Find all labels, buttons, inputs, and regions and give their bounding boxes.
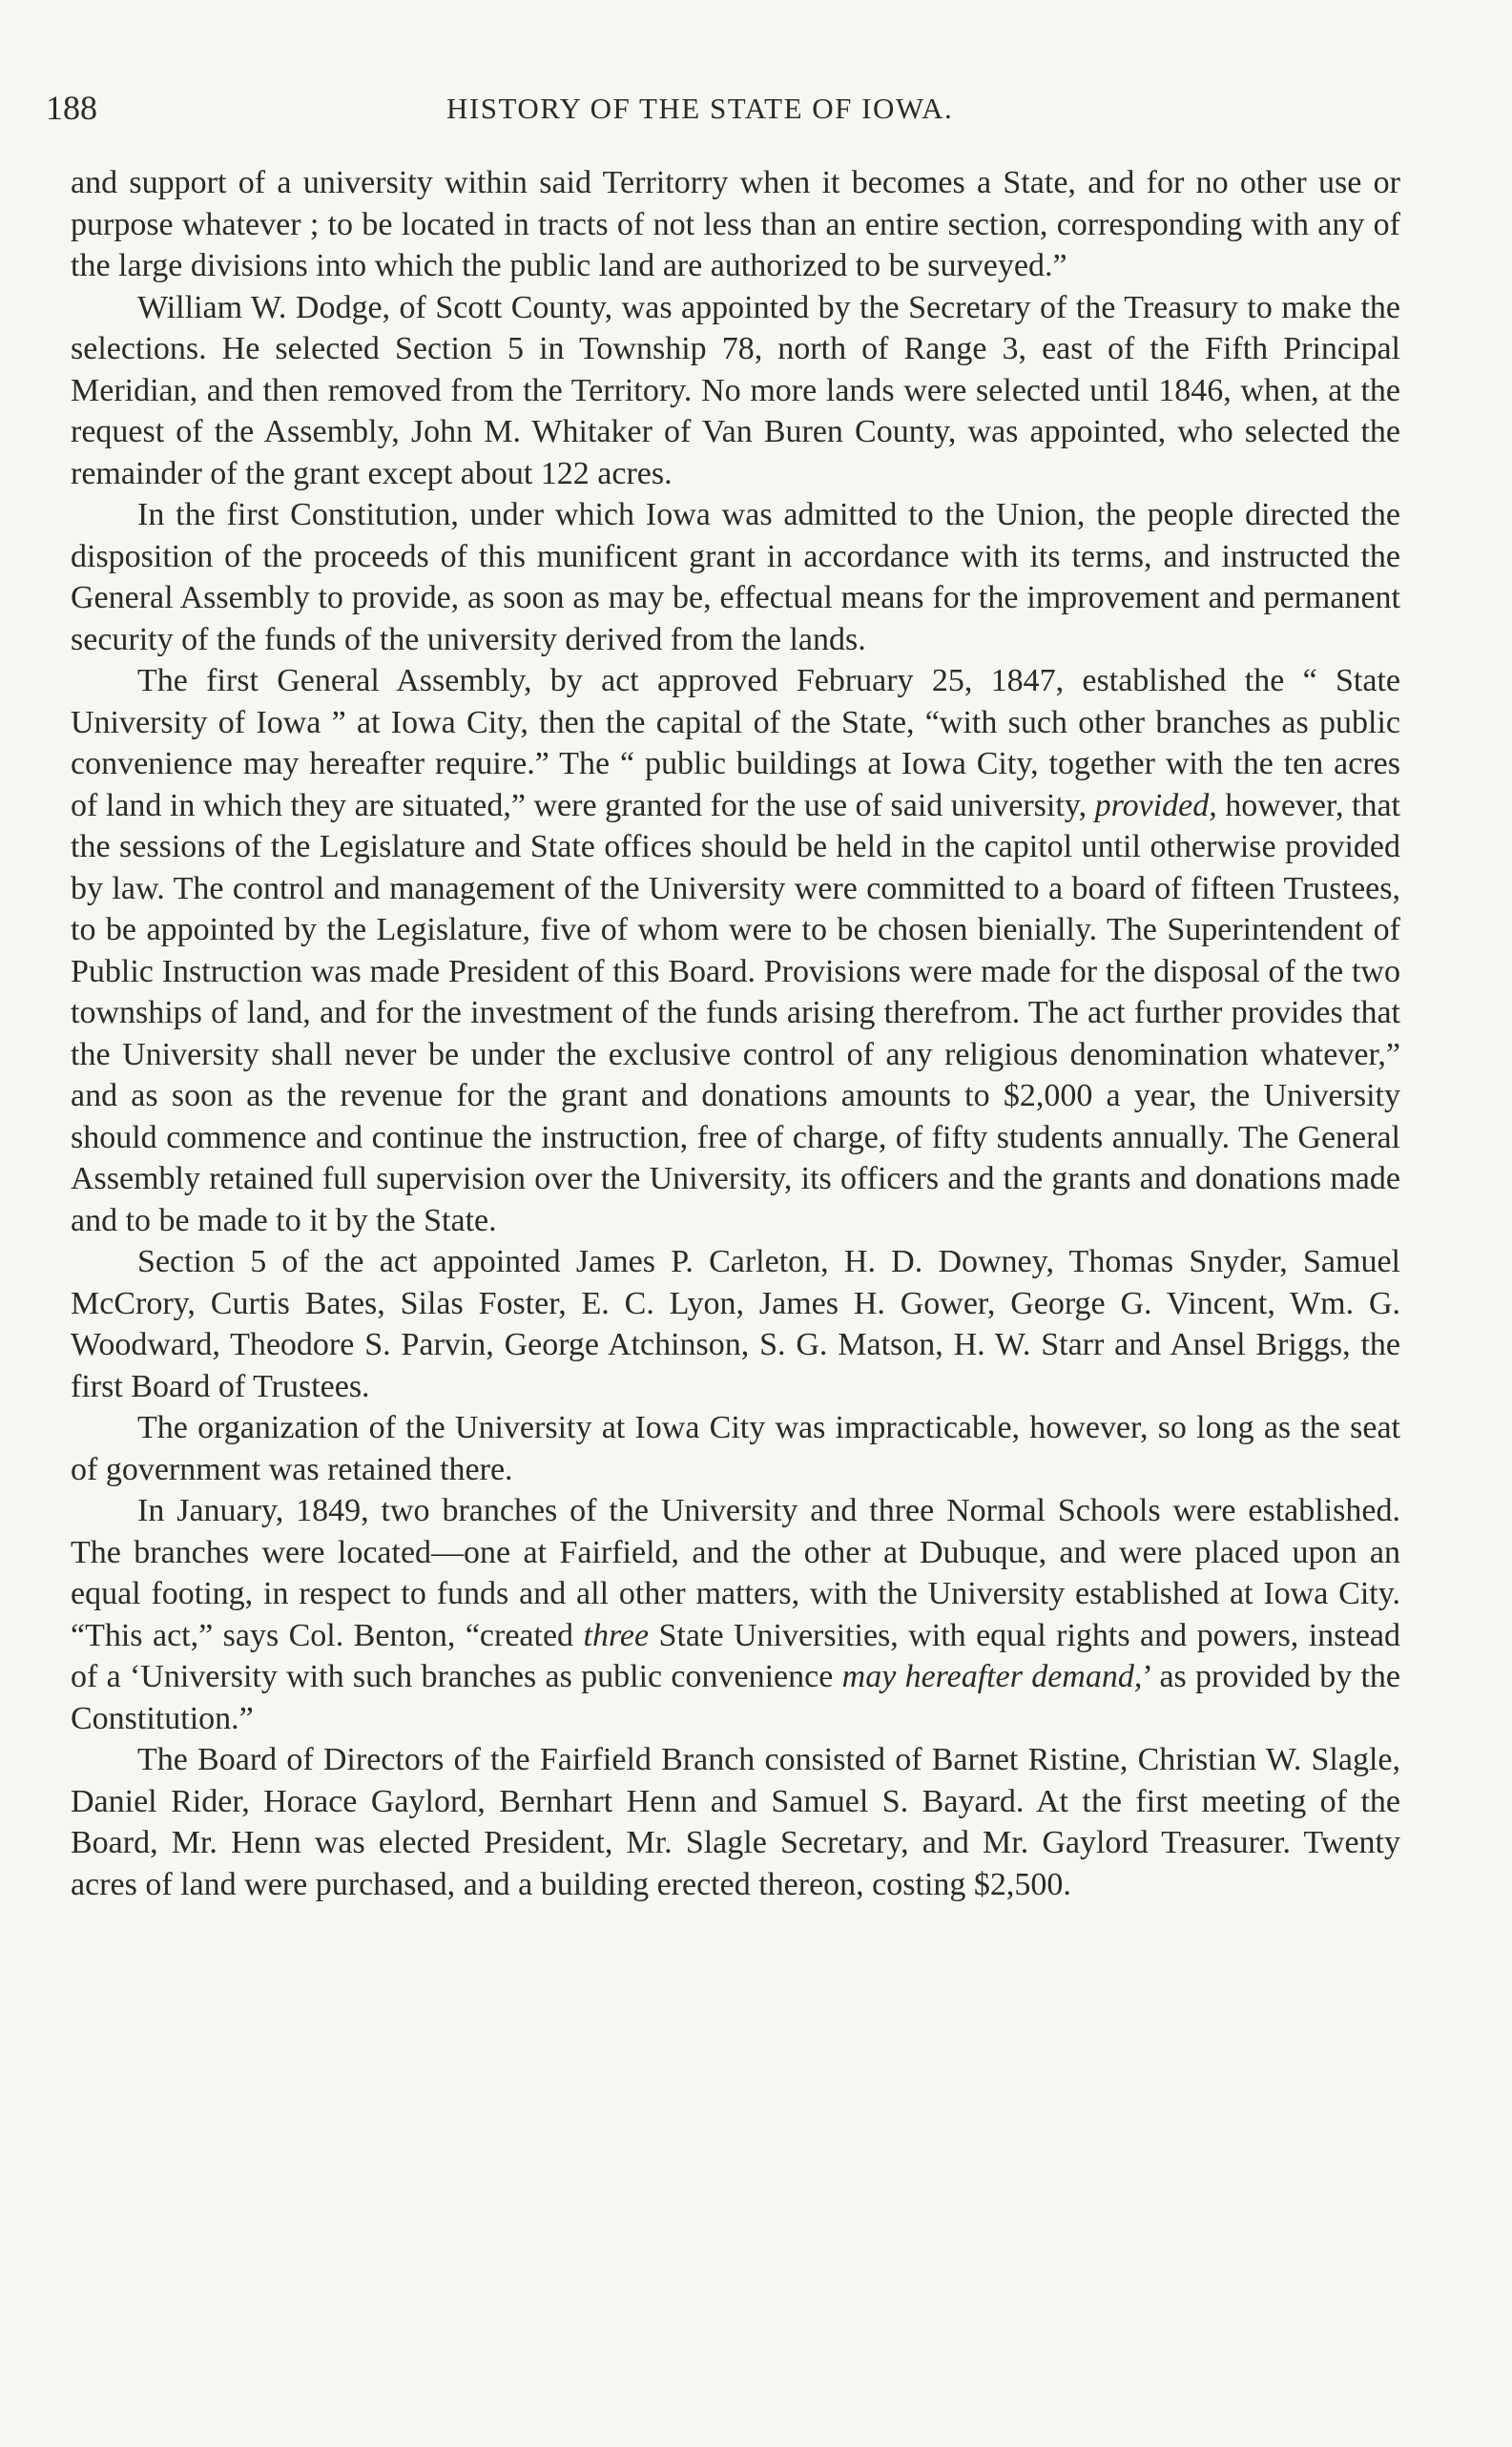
body-text bbox=[71, 162, 1400, 1905]
running-head: HISTORY OF THE STATE OF IOWA. bbox=[446, 92, 954, 125]
page-header bbox=[46, 88, 1400, 134]
italic-may-hereafter-demand: may hereafter demand, bbox=[841, 1659, 1143, 1694]
paragraph-board-of-trustees: Section 5 of the act appointed James P. Carleton, H. D. Downey, Thomas Snyder, Samuel McCrory, Curtis Bates, Silas Foster, E. C. Lyon, James H. Gower, George G. Vincent, Wm. G. Woodward, Theodore S. Parvin, George Atchinson, S. G. Matson, H. W. Starr and Ansel Briggs, the first Board of Trustees. bbox=[71, 1244, 1400, 1404]
paragraph-continuation: and support of a university within said Territorry when it becomes a State, and for no other use or purpose whatever ; to be located in tracts of not less than an entire section, corresponding with any of the large divisions into which the public land are authorized to be surveyed.” bbox=[71, 165, 1400, 283]
paragraph-first-constitution: In the first Constitution, under which Iowa was admitted to the Union, the people directed the disposition of the proceeds of this munificent grant in accordance with its terms, and instructed the General Assembly to provide, as soon as may be, effectual means for the improvement and permanent security of the funds of the university derived from the lands. bbox=[71, 497, 1400, 657]
paragraph-text: The first General Assembly, by act approved February 25, 1847, established the “ State University of Iowa ” at Iowa City, then the capital of the State, “with such other branches as public convenience may hereafter require.” The “ public buildings at Iowa City, together with the ten acres of land in which they are situated,” were granted for the use of said university, bbox=[71, 663, 1400, 823]
paragraph-first-general-assembly bbox=[71, 660, 1400, 1241]
paragraph-organization: The organization of the University at Iowa City was impracticable, however, so long as the seat of government was retained there. bbox=[71, 1410, 1400, 1487]
paragraph-text: ’ as provided by the Constitution.” bbox=[71, 1659, 1401, 1736]
page-number: 188 bbox=[46, 89, 97, 127]
italic-provided: provided, bbox=[1094, 787, 1217, 823]
paragraph-branches bbox=[71, 1490, 1400, 1739]
paragraph-text: In January, 1849, two branches of the University and three Normal Schools were established. The branches were located—one at Fairfield, and the other at Dubuque, and were placed upon an equal footing, in respect to funds and all other matters, with the University established at Iowa City. “This act,” says Col. Benton, “created bbox=[71, 1493, 1400, 1653]
paragraph-text: State Universities, with equal rights and powers, instead of a ‘University with such branches as public convenience bbox=[71, 1617, 1401, 1694]
italic-three: three bbox=[583, 1617, 650, 1653]
paragraph-text: however, that the sessions of the Legislature and State offices should be held in the capitol until otherwise provided by law. The control and management of the University were committed to a board of fifteen Trustees, to be appointed by the Legislature, five of whom were to be chosen bienially. The Superintendent of Public Instruction was made President of this Board. Provisions were made for the disposal of the two townships of land, and for the investment of the funds arising therefrom. The act further provides that the University shall never be under the exclusive control of any religious denomination whatever,” and as soon as the revenue for the grant and donations amounts to $2,000 a year, the University should commence and continue the instruction, free of charge, of fifty students annually. The General Assembly retained full supervision over the University, its officers and the grants and donations made and to be made to it by the State. bbox=[71, 787, 1400, 1238]
paragraph-fairfield-branch: The Board of Directors of the Fairfield Branch consisted of Barnet Ristine, Christian W. Slagle, Daniel Rider, Horace Gaylord, Bernhart Henn and Samuel S. Bayard. At the first meeting of the Board, Mr. Henn was elected President, Mr. Slagle Secretary, and Mr. Gaylord Treasurer. Twenty acres of land were purchased, and a building erected thereon, costing $2,500. bbox=[71, 1742, 1400, 1902]
paragraph-dodge-selection: William W. Dodge, of Scott County, was appointed by the Secretary of the Treasury to make the selections. He selected Section 5 in Township 78, north of Range 3, east of the Fifth Principal Meridian, and then removed from the Territory. No more lands were selected until 1846, when, at the request of the Assembly, John M. Whitaker of Van Buren County, was appointed, who selected the remainder of the grant except about 122 acres. bbox=[71, 289, 1400, 491]
